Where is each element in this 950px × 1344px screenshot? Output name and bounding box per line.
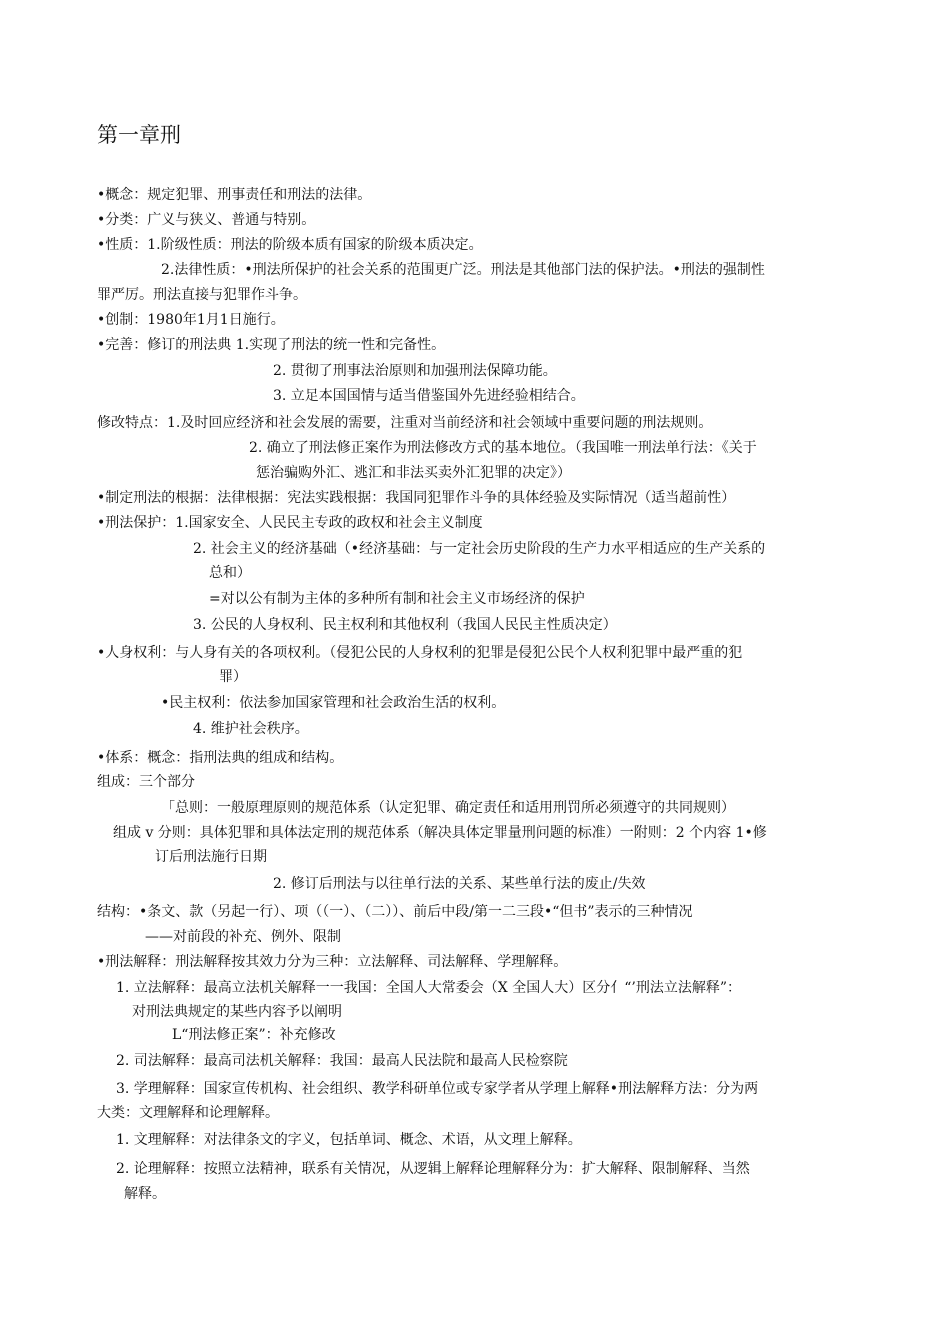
system-line: •体系：概念：指刑法典的组成和结构。 (97, 750, 344, 766)
specific-provisions-line-cont: 订后刑法施行日期 (155, 849, 267, 865)
protection-item-3: 3. 公民的人身权利、民主权利和其他权利（我国人民民主性质决定） (193, 617, 617, 633)
protection-line: •刑法保护：1.国家安全、人民民主专政的政权和社会主义制度 (97, 515, 483, 531)
doctrinal-interpretation-line-cont: 大类：文理解释和论理解释。 (97, 1105, 279, 1121)
protection-item-2-note: =对以公有制为主体的多种所有制和社会主义市场经济的保护 (209, 591, 585, 607)
legislative-interpretation-line-cont: 对刑法典规定的某些内容予以阐明 (132, 1004, 342, 1020)
legal-nature-line: 2.法律性质：•刑法所保护的社会关系的范围更广泛。刑法是其他部门法的保护法。•刑法的强制性 (161, 262, 765, 278)
general-provisions-line: 「总则：一般原理原则的规范体系（认定犯罪、确定责任和适用刑罚所必须遵守的共同规则） (161, 800, 735, 816)
creation-line: •创制：1980年1月1日施行。 (97, 312, 285, 328)
legal-nature-line-cont: 罪严厉。刑法直接与犯罪作斗争。 (97, 287, 307, 303)
structure-line-cont: ——对前段的补充、例外、限制 (145, 929, 341, 945)
amendment-feature-2: 2. 确立了刑法修正案作为刑法修改方式的基本地位。（我国唯一刑法单行法：《关于 (249, 440, 757, 456)
chapter-title: 第一章刑 (97, 123, 181, 147)
democratic-rights-line: •民主权利：依法参加国家管理和社会政治生活的权利。 (161, 695, 506, 711)
improvement-item-2: 2. 贯彻了刑事法治原则和加强刑法保障功能。 (273, 363, 557, 379)
improvement-item-3: 3. 立足本国国情与适当借鉴国外先进经验相结合。 (273, 388, 585, 404)
protection-item-2-cont: 总和） (209, 565, 251, 581)
amendment-feature-2-cont: 惩治骗购外汇、逃汇和非法买卖外汇犯罪的决定》） (256, 465, 571, 481)
amendment-note-line: L“刑法修正案”：补充修改 (172, 1027, 336, 1043)
basis-line: •制定刑法的根据：法律根据：宪法实践根据：我国同犯罪作斗争的具体经验及实际情况（适当超前性） (97, 490, 736, 506)
logical-interpretation-line-cont: 解释。 (124, 1186, 166, 1202)
personal-rights-line-cont: 罪） (219, 669, 247, 685)
logical-interpretation-line: 2. 论理解释：按照立法精神，联系有关情况，从逻辑上解释论理解释分为：扩大解释、限制解释、当然 (116, 1161, 750, 1177)
literal-interpretation-line: 1. 文理解释：对法律条文的字义，包括单词、概念、术语，从文理上解释。 (116, 1132, 582, 1148)
legislative-interpretation-line: 1. 立法解释：最高立法机关解释一一我国：全国人大常委会（X 全国人大）区分亻“’刑法立法解释”： (116, 980, 741, 996)
protection-item-4: 4. 维护社会秩序。 (193, 721, 309, 737)
personal-rights-line: •人身权利：与人身有关的各项权利。（侵犯公民的人身权利的犯罪是侵犯公民个人权利犯罪中最严重的犯 (97, 645, 743, 661)
amendment-features-line: 修改特点：1.及时回应经济和社会发展的需要，注重对当前经济和社会领域中重要问题的刑法规则。 (97, 415, 713, 431)
nature-line: •性质：1.阶级性质：刑法的阶级本质有国家的阶级本质决定。 (97, 237, 483, 253)
judicial-interpretation-line: 2. 司法解释：最高司法机关解释：我国：最高人民法院和最高人民检察院 (116, 1053, 568, 1069)
supplementary-item-2: 2. 修订后刑法与以往单行法的关系、某些单行法的废止/失效 (273, 876, 646, 892)
specific-provisions-line: 组成 v 分则：具体犯罪和具体法定刑的规范体系（解决具体定罪量刑问题的标准）一附则：2 个内容 1•修 (113, 825, 767, 841)
protection-item-2: 2. 社会主义的经济基础（•经济基础：与一定社会历史阶段的生产力水平相适应的生产关系的 (193, 541, 766, 557)
concept-line: •概念：规定犯罪、刑事责任和刑法的法律。 (97, 187, 372, 203)
interpretation-line: •刑法解释：刑法解释按其效力分为三种：立法解释、司法解释、学理解释。 (97, 954, 568, 970)
classification-line: •分类：广义与狭义、普通与特别。 (97, 212, 316, 228)
doctrinal-interpretation-line: 3. 学理解释：国家宣传机构、社会组织、教学科研单位或专家学者从学理上解释•刑法解释方法：分为两 (116, 1081, 759, 1097)
structure-line: 结构：•条文、款（另起一行）、项（（一）、（二））、前后中段/第一二三段•“但书”表示的三种情况 (97, 904, 693, 920)
composition-line: 组成：三个部分 (97, 774, 195, 790)
improvement-line: •完善：修订的刑法典 1.实现了刑法的统一性和完备性。 (97, 337, 446, 353)
